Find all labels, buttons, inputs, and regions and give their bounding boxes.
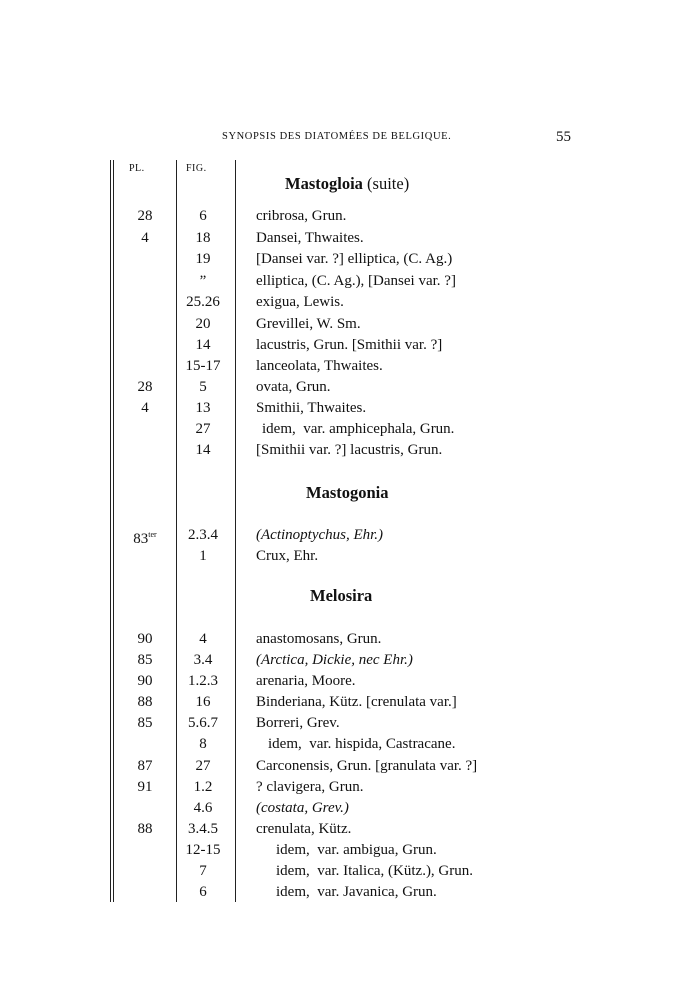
figure-number: ” (199, 273, 207, 289)
figure-number: 27 (195, 421, 211, 437)
figure-number: 2.3.4 (188, 527, 218, 543)
plate-number: 90 (137, 631, 153, 647)
plate-number: 88 (137, 821, 153, 837)
plate-number-suffix: ter (148, 530, 157, 539)
plate-number: 28 (137, 208, 153, 224)
page-number: 55 (556, 129, 571, 145)
column-header-fig: FIG. (186, 163, 207, 174)
section-title-text: Mastogloia (285, 174, 363, 193)
figure-number: 20 (195, 316, 211, 332)
figure-number: 18 (195, 230, 211, 246)
species-entry: ? clavigera, Grun. (256, 779, 364, 795)
species-entry: idem, var. ambigua, Grun. (276, 842, 437, 858)
fig-text-divider (235, 160, 236, 902)
species-entry: cribrosa, Grun. (256, 208, 347, 224)
running-title: SYNOPSIS DES DIATOMÉES DE BELGIQUE. (222, 131, 452, 142)
section-title-mastogloia (285, 174, 409, 194)
figure-number: 27 (195, 758, 211, 774)
figure-number: 1.2 (193, 779, 213, 795)
figure-number: 4.6 (193, 800, 213, 816)
left-border-line-2 (113, 160, 114, 902)
species-entry: idem, var. hispida, Castracane. (268, 736, 456, 752)
figure-number: 8 (199, 736, 207, 752)
figure-number: 5.6.7 (188, 715, 218, 731)
species-entry: exigua, Lewis. (256, 294, 344, 310)
left-border-line-1 (110, 160, 111, 902)
plate-number: 4 (141, 230, 149, 246)
figure-number: 5 (199, 379, 207, 395)
figure-number: 3.4.5 (188, 821, 218, 837)
figure-number: 1 (199, 548, 207, 564)
figure-number: 13 (195, 400, 211, 416)
species-entry: crenulata, Kütz. (256, 821, 352, 837)
plate-number: 91 (137, 779, 153, 795)
plate-number: 85 (137, 715, 153, 731)
section-title-melosira: Melosira (310, 586, 373, 605)
figure-number: 14 (195, 337, 211, 353)
species-entry: (Arctica, Dickie, nec Ehr.) (256, 652, 413, 668)
species-entry: anastomosans, Grun. (256, 631, 382, 647)
figure-number: 4 (199, 631, 207, 647)
plate-number: 87 (137, 758, 153, 774)
species-entry: Grevillei, W. Sm. (256, 316, 361, 332)
figure-number: 15-17 (185, 358, 221, 374)
figure-number: 3.4 (193, 652, 213, 668)
species-entry: Smithii, Thwaites. (256, 400, 367, 416)
plate-number: 90 (137, 673, 153, 689)
species-entry: ovata, Grun. (256, 379, 331, 395)
section-title-mastogonia: Mastogonia (306, 483, 389, 502)
species-entry: Crux, Ehr. (256, 548, 319, 564)
figure-number: 6 (199, 208, 207, 224)
figure-number: 25.26 (186, 294, 220, 310)
plate-number: 4 (141, 400, 149, 416)
species-entry: idem, var. Javanica, Grun. (276, 884, 437, 900)
figure-number: 16 (195, 694, 211, 710)
figure-number: 7 (199, 863, 207, 879)
section-title-suffix: (suite) (367, 174, 410, 193)
pl-fig-divider (176, 160, 177, 902)
species-entry: lanceolata, Thwaites. (256, 358, 383, 374)
figure-number: 19 (195, 251, 211, 267)
species-entry: arenaria, Moore. (256, 673, 356, 689)
column-header-pl: PL. (129, 163, 145, 174)
plate-number (120, 526, 170, 548)
species-entry: [Smithii var. ?] lacustris, Grun. (256, 442, 443, 458)
plate-number-main: 83 (133, 531, 149, 547)
species-entry: [Dansei var. ?] elliptica, (C. Ag.) (256, 251, 453, 267)
species-entry: Borreri, Grev. (256, 715, 340, 731)
species-entry: lacustris, Grun. [Smithii var. ?] (256, 337, 443, 353)
plate-number: 85 (137, 652, 153, 668)
species-entry: Binderiana, Kütz. [crenulata var.] (256, 694, 457, 710)
species-entry: Dansei, Thwaites. (256, 230, 364, 246)
species-entry: idem, var. Italica, (Kütz.), Grun. (276, 863, 474, 879)
species-entry: elliptica, (C. Ag.), [Dansei var. ?] (256, 273, 456, 289)
plate-number: 28 (137, 379, 153, 395)
species-entry: (costata, Grev.) (256, 800, 349, 816)
figure-number: 1.2.3 (188, 673, 218, 689)
figure-number: 6 (199, 884, 207, 900)
figure-number: 12-15 (185, 842, 221, 858)
species-entry: Carconensis, Grun. [granulata var. ?] (256, 758, 478, 774)
figure-number: 14 (195, 442, 211, 458)
plate-number: 88 (137, 694, 153, 710)
species-entry: (Actinoptychus, Ehr.) (256, 527, 384, 543)
species-entry: idem, var. amphicephala, Grun. (262, 421, 455, 437)
